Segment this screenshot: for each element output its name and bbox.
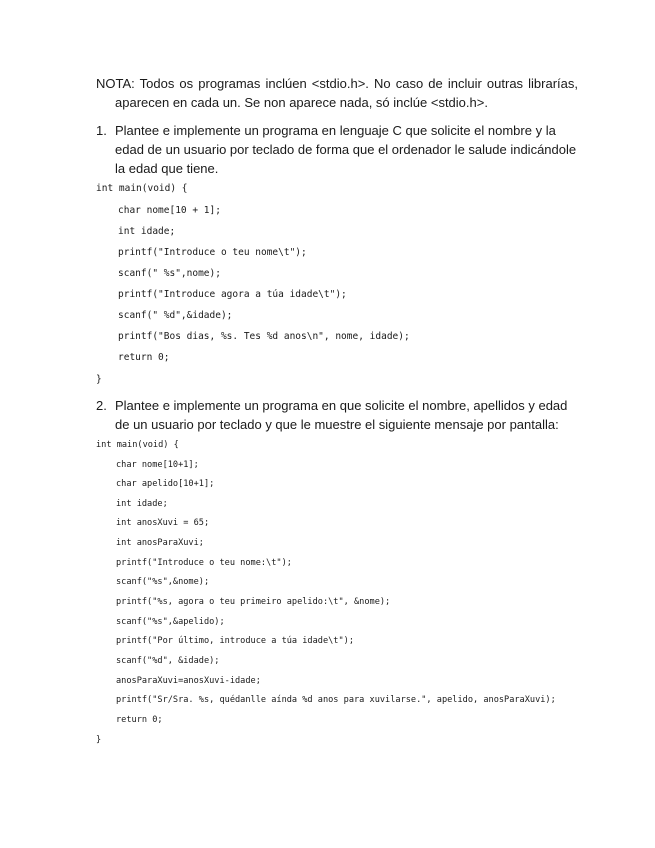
code-line: int anosXuvi = 65; xyxy=(116,518,210,528)
code-line: char apelido[10+1]; xyxy=(116,479,215,489)
code-block-2 xyxy=(96,440,556,745)
code-line: int idade; xyxy=(118,226,176,237)
code-line: printf("Introduce agora a túa idade\t"); xyxy=(118,289,347,300)
exercise-statement: Plantee e implemente un programa en lenguaje C que solicite el nombre y la edad de un usuario por teclado de forma que el ordenador le salude indicándole la edad que tiene. xyxy=(115,123,577,176)
code-line: int main(void) { xyxy=(96,440,179,450)
code-line: printf("%s, agora o teu primeiro apelido:\t", &nome); xyxy=(116,597,391,607)
exercise-number: 2. xyxy=(96,398,107,413)
code-line: } xyxy=(96,374,102,385)
code-line: scanf("%d", &idade); xyxy=(116,656,220,666)
code-line: int anosParaXuvi; xyxy=(116,538,204,548)
code-line: scanf(" %d",&idade); xyxy=(118,310,233,321)
code-line: printf("Bos dias, %s. Tes %d anos\n", nome, idade); xyxy=(118,331,410,342)
code-line: return 0; xyxy=(118,352,170,363)
code-line: scanf("%s",&apelido); xyxy=(116,617,225,627)
note-paragraph: NOTA: Todos os programas inclúen <stdio.h>. No caso de incluir outras librarías, aparecen en cada un. Se non aparece nada, só inclúe <stdio.h>. xyxy=(96,76,578,110)
exercise-2 xyxy=(96,396,578,434)
code-line: scanf("%s",&nome); xyxy=(116,577,210,587)
code-line: scanf(" %s",nome); xyxy=(118,268,221,279)
exercise-1 xyxy=(96,121,578,178)
code-line: int idade; xyxy=(116,499,168,509)
exercise-statement: Plantee e implemente un programa en que solicite el nombre, apellidos y edad de un usuario por teclado y que le muestre el siguiente mensaje por pantalla: xyxy=(115,398,568,432)
code-line: return 0; xyxy=(116,715,163,725)
code-line: printf("Sr/Sra. %s, quédanlle aínda %d anos para xuvilarse.", apelido, anosParaXuvi); xyxy=(116,695,556,705)
code-line: } xyxy=(96,735,102,745)
code-line: char nome[10 + 1]; xyxy=(118,205,221,216)
code-line: printf("Por último, introduce a túa idade\t"); xyxy=(116,636,354,646)
code-line: anosParaXuvi=anosXuvi-idade; xyxy=(116,676,261,686)
code-line: printf("Introduce o teu nome:\t"); xyxy=(116,558,292,568)
code-line: char nome[10+1]; xyxy=(116,460,199,470)
exercise-number: 1. xyxy=(96,123,107,138)
code-block-1 xyxy=(96,183,410,385)
code-line: printf("Introduce o teu nome\t"); xyxy=(118,247,307,258)
code-line: int main(void) { xyxy=(96,183,188,194)
